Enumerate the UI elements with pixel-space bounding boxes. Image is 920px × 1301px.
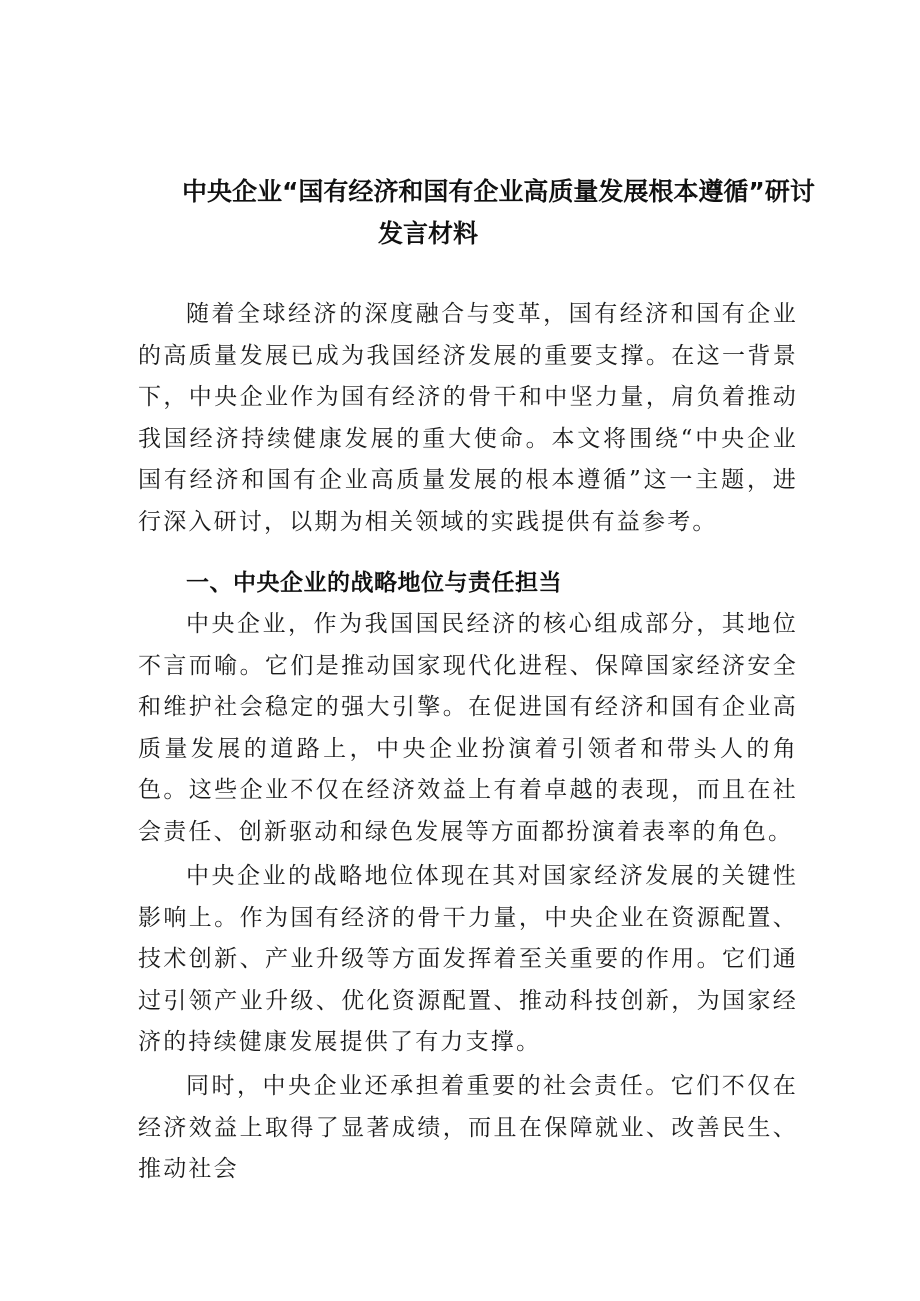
document-title-line-2: 发言材料	[378, 219, 479, 248]
body-paragraph-3: 中央企业的战略地位体现在其对国家经济发展的关键性影响上。作为国有经济的骨干力量，中央企业在资源配置、技术创新、产业升级等方面发挥着至关重要的作用。它们通过引领产业升级、优化资源配置、推动科技创新，为国家经济的持续健康发展提供了有力支撑。	[138, 863, 798, 1055]
section-heading-1: 一、中央企业的战略地位与责任担当	[186, 570, 562, 596]
body-paragraph-2: 中央企业，作为我国国民经济的核心组成部分，其地位不言而喻。它们是推动国家现代化进程、保障国家经济安全和维护社会稳定的强大引擎。在促进国有经济和国有企业高质量发展的道路上，中央企业扮演着引领者和带头人的角色。这些企业不仅在经济效益上有着卓越的表现，而且在社会责任、创新驱动和绿色发展等方面都扮演着表率的角色。	[138, 611, 798, 845]
body-paragraph-1: 随着全球经济的深度融合与变革，国有经济和国有企业的高质量发展已成为我国经济发展的重要支撑。在这一背景下，中央企业作为国有经济的骨干和中坚力量，肩负着推动我国经济持续健康发展的重大使命。本文将围绕“中央企业国有经济和国有企业高质量发展的根本遵循”这一主题，进行深入研讨，以期为相关领域的实践提供有益参考。	[138, 301, 798, 535]
document-title-line-1: 中央企业“国有经济和国有企业高质量发展根本遵循”研讨	[182, 177, 815, 206]
body-paragraph-4: 同时，中央企业还承担着重要的社会责任。它们不仅在经济效益上取得了显著成绩，而且在保障就业、改善民生、推动社会	[138, 1073, 798, 1182]
